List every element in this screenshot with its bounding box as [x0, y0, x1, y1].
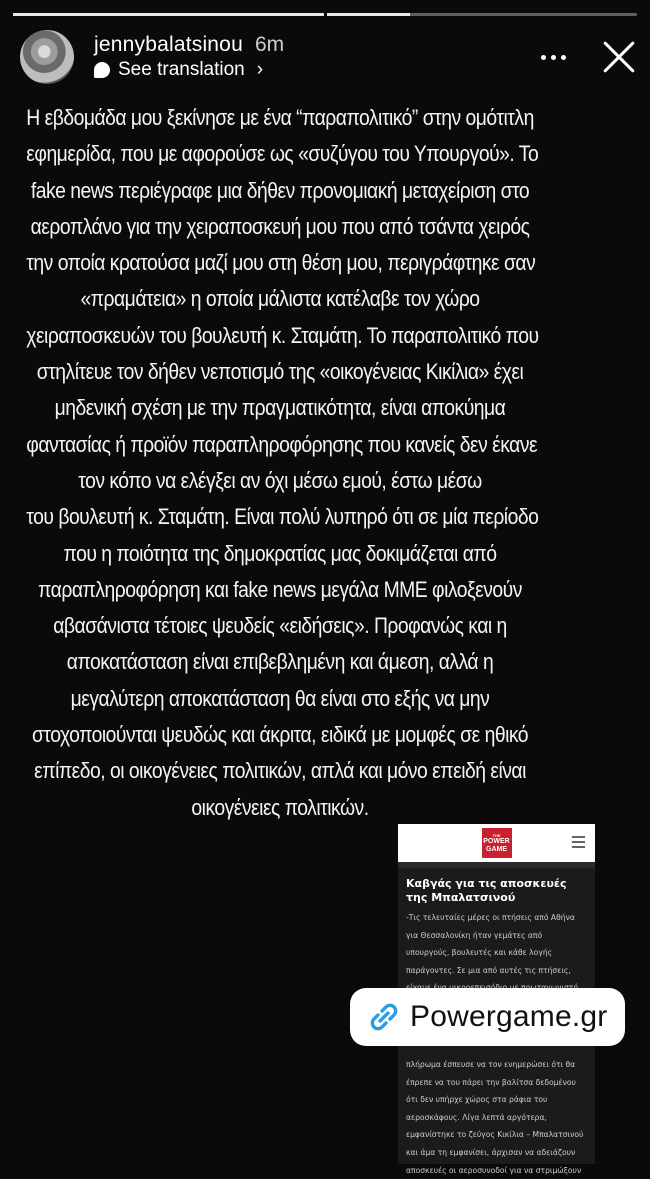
article-body-line: πλήρωμα έσπευσε να τον ενημερώσει ότι θα — [406, 1060, 576, 1069]
story-text-line: τον κόπο να ελέγξει αν όχι μέσω εμού, έστω μέσω — [78, 467, 482, 493]
article-site-header — [398, 824, 595, 862]
story-text-line: εφημερίδα, που με αφορούσε ως «συζύγου του Υπουργού». Το — [26, 141, 539, 167]
article-body-line: -Τις τελευταίες μέρες οι πτήσεις από Αθήνα — [406, 913, 575, 922]
chevron-right-icon: › — [256, 59, 264, 80]
progress-segment-1 — [13, 13, 324, 16]
story-text-line: φαντασίας ή προϊόν παραπληροφόρησης που κανείς δεν έκανε — [26, 431, 538, 457]
link-sticker[interactable] — [350, 988, 625, 1046]
story-text-line: αποκατάσταση είναι επιβεβλημένη και άμεση, αλλά η — [66, 649, 494, 675]
more-options-icon[interactable] — [541, 55, 566, 60]
story-text-line: παραπληροφόρηση και fake news μεγάλα ΜΜΕ φιλοξενούν — [38, 576, 522, 602]
story-text-line: του βουλευτή κ. Σταμάτη. Είναι πολύ λυπηρό ότι σε μία περίοδο — [26, 504, 539, 530]
story-text-line: οικογένειες πολιτικών. — [191, 794, 369, 820]
story-text-line: στοχοποιούνται ψευδώς και άκριτα, ειδικά με μομφές σε ηθικό — [31, 722, 529, 748]
article-body-line: παράγοντες. Σε μια από αυτές τις πτήσεις, — [406, 965, 571, 975]
hamburger-menu-icon — [571, 836, 585, 848]
story-text-line: fake news περιέγραφε μια δήθεν προνομιακή μεταχείριση στο — [30, 177, 530, 203]
story-text-line: «πραμάτεια» η οποία μάλιστα κατέλαβε τον χώρο — [80, 286, 480, 312]
story-text-line: Η εβδομάδα μου ξεκίνησε με ένα “παραπολιτικό” στην ομότιτλη — [26, 105, 534, 130]
story-text-line: επίπεδο, οι οικογένειες πολιτικών, απλά και μόνο επειδή είναι — [34, 758, 526, 784]
article-body-line: υπουργούς, βουλευτές και κάθε λογής — [406, 948, 553, 958]
article-body-line: και άμα τη εμφανίσει, άρχισαν να αδειάζουν — [406, 1147, 576, 1157]
story-text-line: την οποία κρατούσα μαζί μου στη θέση μου, περιγράφτηκε σαν — [26, 250, 536, 276]
article-body-top — [398, 909, 595, 997]
logo-small-text: THE — [492, 832, 501, 838]
article-body-line: αεροσκάφους. Λίγα λεπτά αργότερα, — [406, 1112, 547, 1122]
link-icon — [368, 1001, 400, 1033]
timestamp: 6m — [254, 33, 285, 56]
story-progress — [13, 13, 637, 16]
logo-line-2: GAME — [486, 845, 507, 853]
story-text-line: αβασάνιστα τέτοιες ψευδείς «ειδήσεις». Προφανώς και η — [53, 613, 507, 639]
see-translation-button[interactable] — [94, 59, 284, 81]
progress-fill — [13, 13, 324, 16]
article-body-line: ότι δεν υπήρχε χώρος στα ράφια του — [406, 1095, 548, 1105]
article-body-line: έπρεπε να του πάρει την βαλίτσα δεδομένου — [406, 1077, 576, 1087]
story-text — [26, 100, 539, 826]
article-body-bottom — [398, 1056, 595, 1179]
see-translation-label: See translation — [118, 59, 245, 80]
story-header — [20, 30, 636, 84]
story-text-line: στηλίτευε τον δήθεν νεποτισμό της «οικογένειας Κικίλια» έχει — [36, 359, 524, 385]
username[interactable]: jennybalatsinou — [94, 33, 243, 56]
link-sticker-label: Powergame.gr — [410, 1000, 608, 1033]
story-text-line: μηδενική σχέση με την πραγματικότητα, είναι αποκύημα — [54, 395, 506, 421]
progress-segment-2 — [327, 13, 638, 16]
story-text-line: μεγαλύτερη αποκατάσταση θα είναι στο εξής να μην — [70, 685, 490, 711]
story-text-line: που η ποιότητα της δημοκρατίας μας δοκιμάζεται από — [63, 540, 497, 566]
avatar[interactable] — [20, 30, 74, 84]
story-text-line: χειραποσκευών του βουλευτή κ. Σταμάτη. Το παραπολιτικό που — [26, 322, 539, 348]
powergame-logo — [482, 828, 512, 858]
close-icon[interactable] — [602, 40, 636, 74]
article-title: Καβγάς για τις αποσκευές της Μπαλατσινού — [406, 877, 567, 904]
story-meta — [94, 33, 284, 81]
article-body-line: αποσκευές οι αεροσυνοδοί για να στριμώξουν — [406, 1165, 582, 1175]
logo-line-1: POWER — [483, 837, 510, 845]
article-body-line: εμφανίστηκε το ζεύγος Κικίλια – Μπαλατσινού — [406, 1130, 584, 1140]
translate-bubble-icon — [94, 62, 110, 78]
story-text-line: αεροπλάνο για την χειραποσκευή μου που από τσάντα χειρός — [30, 213, 530, 239]
progress-fill — [327, 13, 411, 16]
article-body-line: για Θεσσαλονίκη ήταν γεμάτες από — [406, 930, 543, 940]
